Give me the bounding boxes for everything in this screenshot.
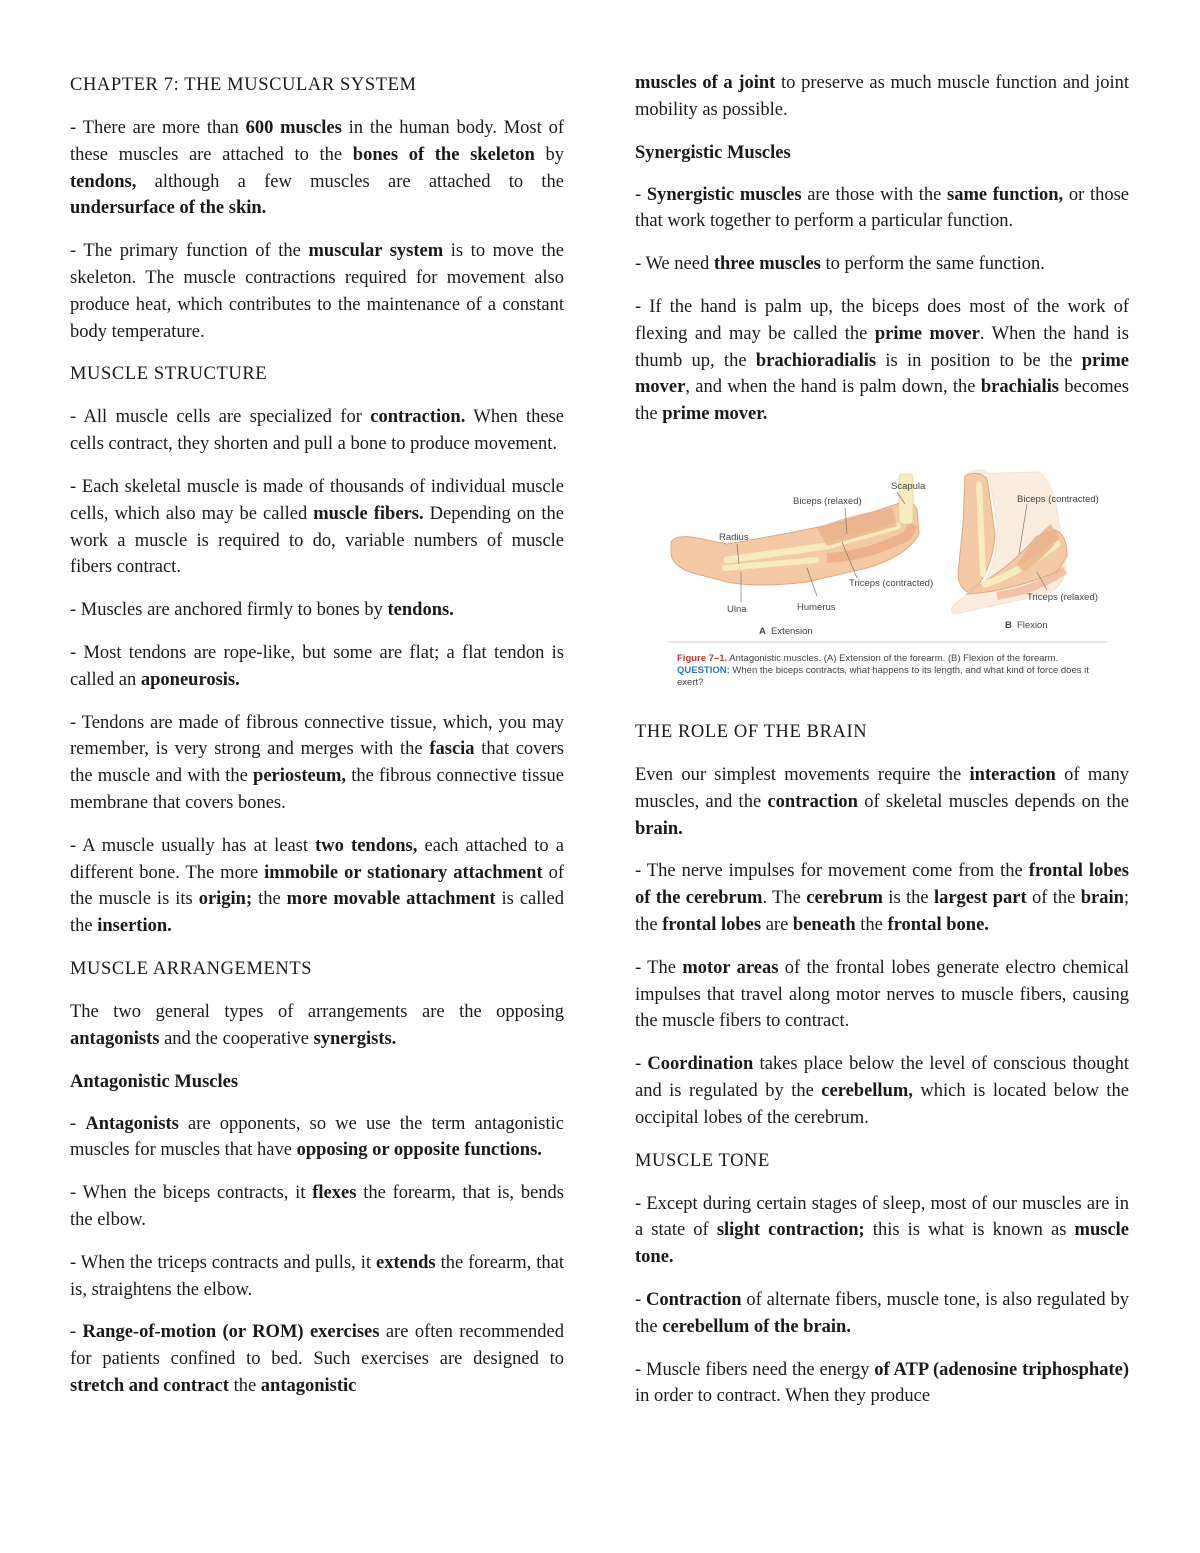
- right-column: [635, 60, 1129, 1426]
- arrangements-paragraph-1: The two general types of arrangements are the opposing antagonists and the cooperative synergists.: [70, 1001, 564, 1049]
- section-heading-role-of-brain: THE ROLE OF THE BRAIN: [635, 721, 868, 742]
- label-a-letter: A: [759, 625, 766, 637]
- label-radius: Radius: [719, 531, 749, 543]
- question-text: When the biceps contracts, what happens to its length, and what kind of force does it exert?: [677, 664, 1089, 688]
- extended-arm-drawing: [671, 474, 919, 585]
- figure-label: Figure 7–1.: [677, 652, 728, 664]
- antagonistic-paragraph-4: - Range-of-motion (or ROM) exercises are often recommended for patients confined to bed. Such exercises are designed to stretch and contract the antagonistic: [70, 1322, 564, 1396]
- section-heading-muscle-arrangements: MUSCLE ARRANGEMENTS: [70, 958, 313, 979]
- brain-paragraph-3: - The motor areas of the frontal lobes generate electro chemical impulses that travel along motor nerves to muscle fibers, causing the muscle fibers to contract.: [635, 957, 1129, 1032]
- structure-paragraph-6: - A muscle usually has at least two tendons, each attached to a different bone. The more immobile or stationary attachment of the muscle is its origin; the more movable attachment is called the insertion.: [70, 835, 564, 937]
- structure-paragraph-3: - Muscles are anchored firmly to bones by tendons.: [70, 600, 454, 621]
- section-heading-muscle-structure: MUSCLE STRUCTURE: [70, 364, 268, 385]
- arm-illustration: [667, 464, 1107, 649]
- figure-caption: [677, 653, 1107, 689]
- antagonistic-paragraph-1: - Antagonists are opponents, so we use the term antagonistic muscles for muscles that have opposing or opposite functions.: [70, 1113, 564, 1161]
- tone-paragraph-2: - Contraction of alternate fibers, muscle tone, is also regulated by the cerebellum of the brain.: [635, 1289, 1129, 1337]
- label-b-letter: B: [1005, 619, 1012, 631]
- label-biceps-contracted: Biceps (contracted): [1017, 493, 1099, 505]
- left-column: [70, 60, 564, 1416]
- antagonistic-paragraph-2: - When the biceps contracts, it flexes the forearm, that is, bends the elbow.: [70, 1183, 564, 1230]
- label-triceps-relaxed: Triceps (relaxed): [1027, 591, 1098, 603]
- label-ulna: Ulna: [727, 603, 747, 615]
- intro-paragraph-1: - There are more than 600 muscles in the human body. Most of these muscles are attached to the bones of the skeleton by tendons, although a few muscles are attached to the undersurface of the skin.: [70, 118, 565, 219]
- structure-paragraph-2: - Each skeletal muscle is made of thousands of individual muscle cells, which also may be called muscle fibers. Depending on the work a muscle is required to do, variable numbers of muscle fibers contract.: [70, 476, 564, 578]
- continued-paragraph: muscles of a joint to preserve as much muscle function and joint mobility as possible.: [635, 73, 1129, 120]
- figure-caption-text: Antagonistic muscles. (A) Extension of the forearm. (B) Flexion of the forearm.: [727, 652, 1059, 664]
- subheading-antagonistic-muscles: Antagonistic Muscles: [70, 1071, 239, 1092]
- section-heading-muscle-tone: MUSCLE TONE: [635, 1150, 770, 1171]
- label-triceps-contracted: Triceps (contracted): [849, 577, 934, 589]
- tone-paragraph-1: - Except during certain stages of sleep, most of our muscles are in a state of slight contraction; this is what is known as muscle tone.: [635, 1193, 1130, 1268]
- synergistic-paragraph-2: - We need three muscles to perform the same function.: [635, 254, 1045, 275]
- label-biceps-relaxed: Biceps (relaxed): [793, 495, 862, 507]
- chapter-title: CHAPTER 7: THE MUSCULAR SYSTEM: [70, 75, 417, 95]
- subheading-synergistic-muscles: Synergistic Muscles: [635, 142, 791, 163]
- label-a-extension: Extension: [771, 625, 813, 637]
- label-humerus: Humerus: [797, 601, 836, 613]
- intro-paragraph-2: - The primary function of the muscular system is to move the skeleton. The muscle contractions required for movement also produce heat, which contributes to the maintenance of a constant body temperature.: [70, 241, 564, 342]
- structure-paragraph-5: - Tendons are made of fibrous connective tissue, which, you may remember, is very strong and merges with the fascia that covers the muscle and with the periosteum, the fibrous connective tissue membrane that covers bones.: [70, 712, 564, 813]
- tone-paragraph-3: - Muscle fibers need the energy of ATP (adenosine triphosphate) in order to contract. When they produce: [635, 1359, 1129, 1407]
- label-scapula: Scapula: [891, 480, 926, 492]
- label-b-flexion: Flexion: [1017, 619, 1048, 631]
- brain-paragraph-2: - The nerve impulses for movement come from the frontal lobes of the cerebrum. The cerebrum is the largest part of the brain; the frontal lobes are beneath the frontal bone.: [635, 861, 1130, 935]
- question-label: QUESTION:: [677, 664, 730, 676]
- structure-paragraph-4: - Most tendons are rope-like, but some are flat; a flat tendon is called an aponeurosis.: [70, 642, 564, 690]
- synergistic-paragraph-1: - Synergistic muscles are those with the same function, or those that work together to perform a particular function.: [635, 184, 1129, 232]
- synergistic-paragraph-3: - If the hand is palm up, the biceps does most of the work of flexing and may be called the prime mover. When the hand is thumb up, the brachioradialis is in position to be the prime mover, and when the hand is palm down, the brachialis becomes the prime mover.: [635, 296, 1129, 425]
- antagonistic-paragraph-3: - When the triceps contracts and pulls, it extends the forearm, that is, straightens the elbow.: [70, 1252, 565, 1300]
- structure-paragraph-1: - All muscle cells are specialized for contraction. When these cells contract, they shorten and pull a bone to produce movement.: [70, 407, 564, 455]
- brain-paragraph-4: - Coordination takes place below the level of conscious thought and is regulated by the cerebellum, which is located below the occipital lobes of the cerebrum.: [635, 1054, 1129, 1128]
- brain-paragraph-1: Even our simplest movements require the interaction of many muscles, and the contraction of skeletal muscles depends on the brain.: [635, 764, 1129, 839]
- figure-antagonistic-muscles: [667, 464, 1107, 689]
